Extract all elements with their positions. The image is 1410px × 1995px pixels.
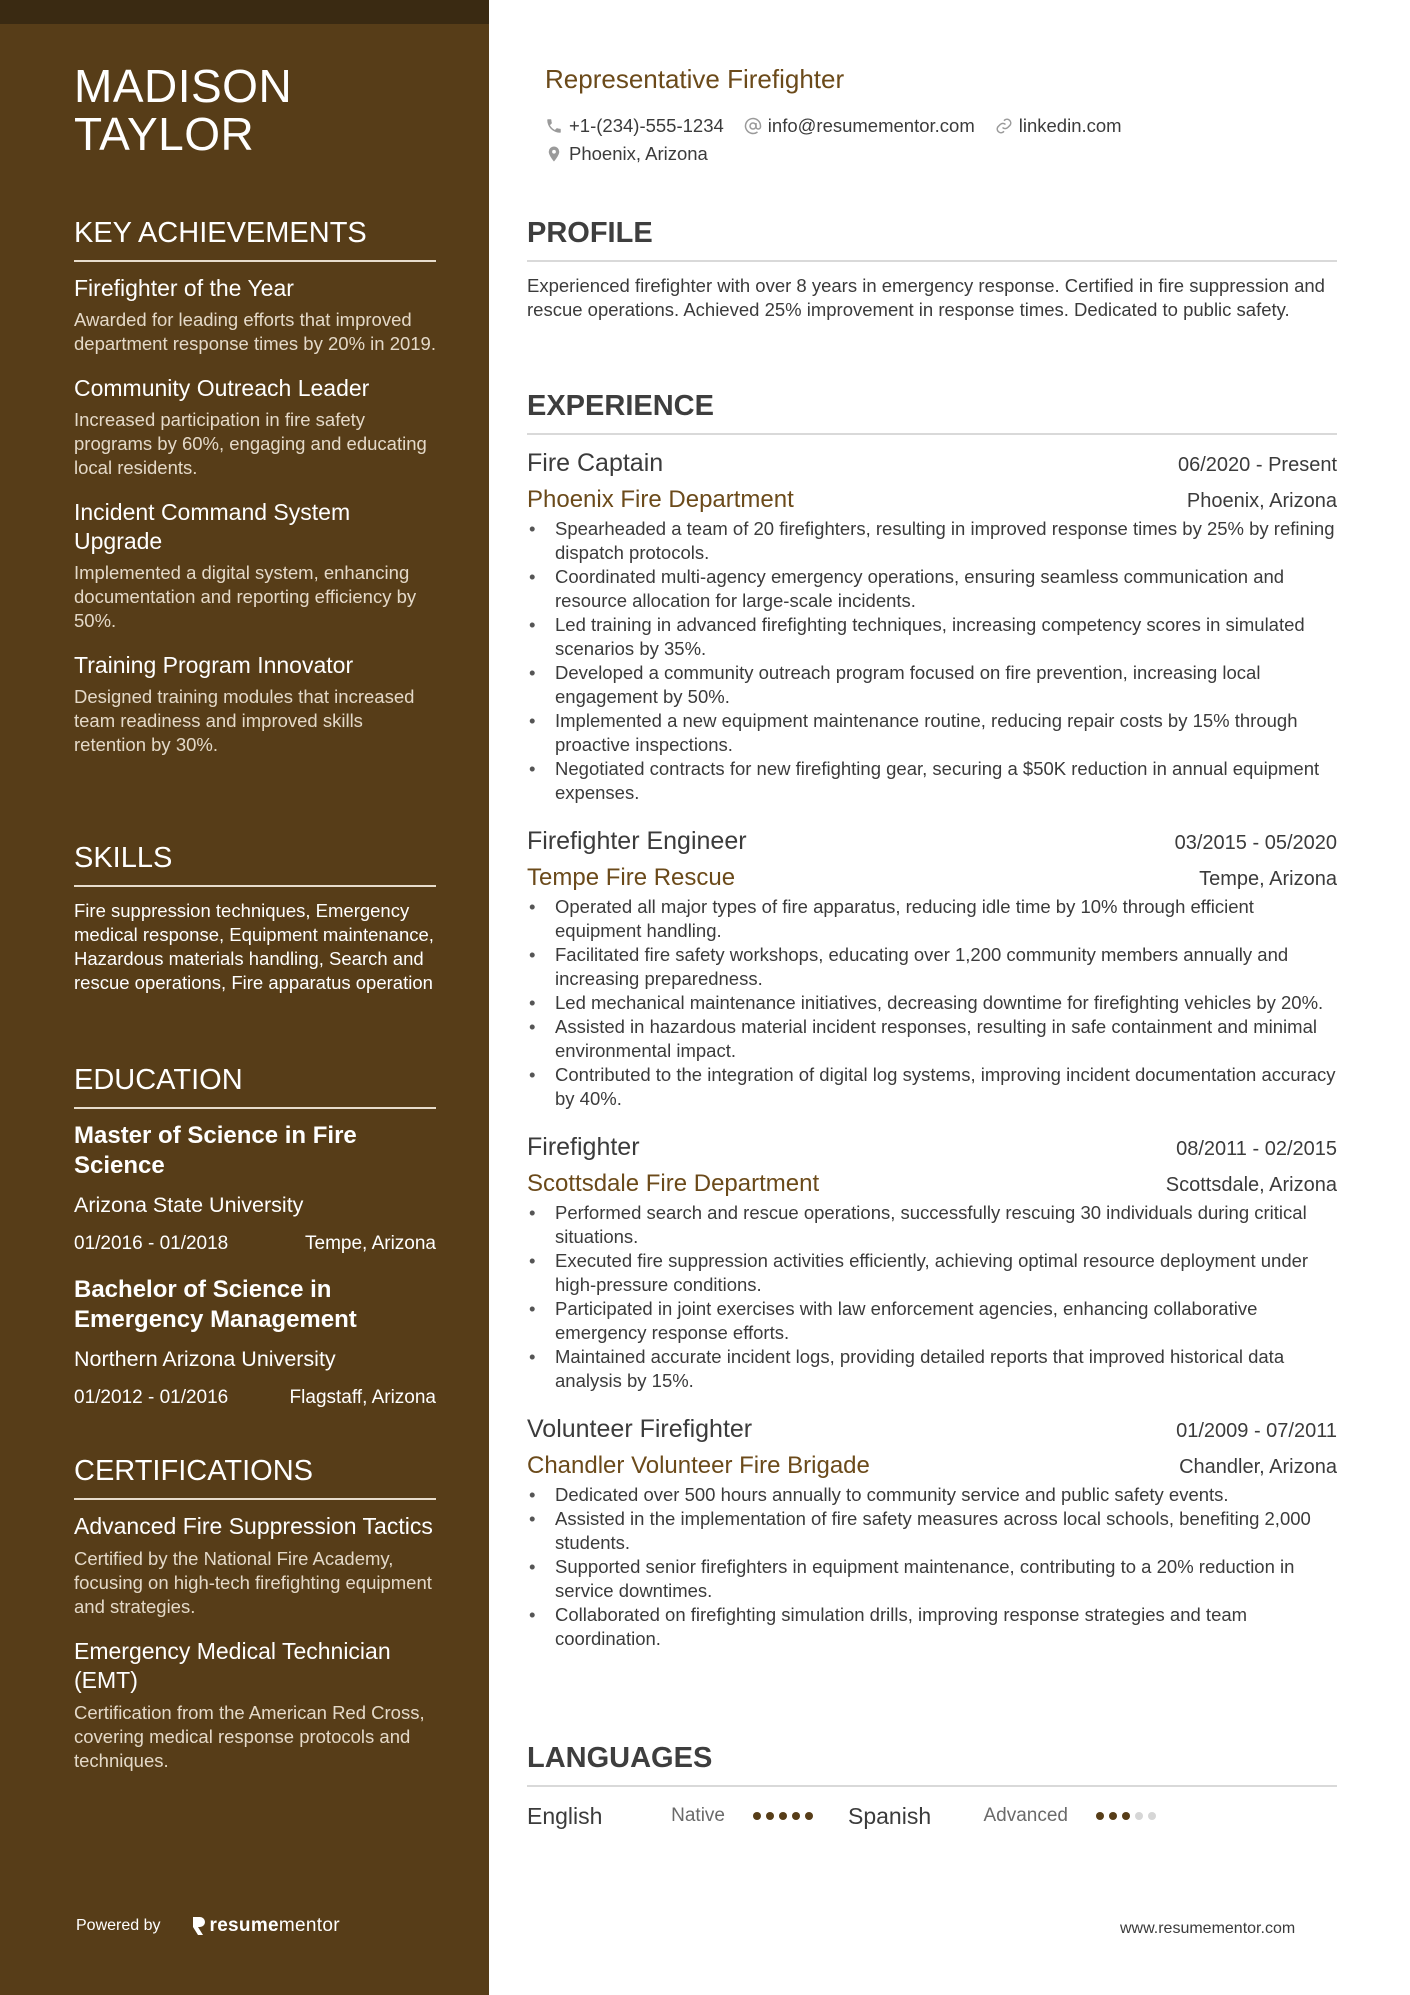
experience-bullet: • Performed search and rescue operations, successfully rescuing 30 individuals during critical situations.: [527, 1201, 1337, 1249]
experience-header: [527, 1413, 1337, 1445]
experience-bullet: • Assisted in hazardous material incident responses, resulting in safe containment and minimal environmental impact.: [527, 1015, 1337, 1063]
at-icon: [744, 117, 762, 135]
location-pin-icon: [545, 145, 563, 163]
certification-title: Advanced Fire Suppression Tactics: [74, 1513, 433, 1539]
achievement-title: Training Program Innovator: [74, 652, 354, 678]
rating-dot: [1122, 1812, 1130, 1820]
brand-logo[interactable]: [191, 1915, 340, 1937]
experience-section: [527, 389, 1337, 1671]
experience-header: [527, 447, 1337, 479]
certifications-list: [74, 1512, 436, 1773]
experience-company: Scottsdale Fire Department: [527, 1170, 820, 1197]
contact-linkedin[interactable]: [995, 115, 1122, 137]
linkedin-text: linkedin.com: [1018, 115, 1122, 136]
certification-item: [74, 1512, 436, 1619]
sidebar-top-band: [0, 0, 489, 24]
profile-section: [527, 216, 1337, 322]
achievement-item: [74, 651, 436, 757]
rating-dot: [792, 1812, 800, 1820]
rating-dot: [1096, 1812, 1104, 1820]
education-meta: [74, 1385, 436, 1411]
achievement-desc: Designed training modules that increased team readiness and improved skills retention by 30%.: [74, 686, 415, 755]
rating-dot: [753, 1812, 761, 1820]
achievements-heading: KEY ACHIEVEMENTS: [74, 216, 436, 262]
powered-by: [76, 1915, 340, 1937]
experience-bullet: • Facilitated fire safety workshops, educating over 1,200 community members annually and increasing preparedness.: [527, 943, 1337, 991]
experience-role: Fire Captain: [527, 449, 664, 477]
education-degree: Bachelor of Science in Emergency Management: [74, 1276, 357, 1333]
experience-location: Scottsdale, Arizona: [1165, 1174, 1337, 1196]
experience-company: Phoenix Fire Department: [527, 486, 794, 513]
rating-dot: [1148, 1812, 1156, 1820]
experience-bullet: • Contributed to the integration of digital log systems, improving incident documentation accuracy by 40%.: [527, 1063, 1337, 1111]
contact-location: [545, 143, 708, 165]
achievement-item: [74, 274, 436, 356]
experience-subheader: [527, 485, 1337, 515]
location-text: Phoenix, Arizona: [569, 143, 708, 164]
experience-bullets: [527, 895, 1337, 1111]
language-name: Spanish: [848, 1802, 932, 1829]
experience-bullet: • Operated all major types of fire apparatus, reducing idle time by 10% through efficient equipment handling.: [527, 895, 1337, 943]
education-location: Tempe, Arizona: [305, 1233, 436, 1254]
experience-location: Phoenix, Arizona: [1186, 490, 1337, 512]
achievement-title: Firefighter of the Year: [74, 275, 294, 301]
education-school: Northern Arizona University: [74, 1347, 336, 1371]
profile-text: Experienced firefighter with over 8 years in emergency response. Certified in fire suppression and rescue operations. Achieved 25% improvement in response times. Dedicated to public safety.: [527, 275, 1325, 320]
rating-dot: [779, 1812, 787, 1820]
certifications-heading: CERTIFICATIONS: [74, 1454, 436, 1500]
experience-item: [527, 1413, 1337, 1651]
experience-bullet: • Maintained accurate incident logs, providing detailed reports that improved historical data analysis by 15%.: [527, 1345, 1337, 1393]
education-school: Arizona State University: [74, 1193, 304, 1217]
skills-section: [74, 841, 436, 995]
experience-bullets: [527, 517, 1337, 805]
achievement-desc: Increased participation in fire safety programs by 60%, engaging and educating local residents.: [74, 409, 427, 478]
experience-bullet: • Supported senior firefighters in equipment maintenance, contributing to a 20% reduction in service downtimes.: [527, 1555, 1337, 1603]
language-level: Native: [671, 1805, 725, 1826]
experience-bullet: • Coordinated multi-agency emergency operations, ensuring seamless communication and resource allocation for large-scale incidents.: [527, 565, 1337, 613]
experience-item: [527, 825, 1337, 1111]
powered-by-label: Powered by: [76, 1917, 161, 1934]
phone-icon: [545, 117, 563, 135]
experience-item: [527, 447, 1337, 805]
experience-dates: 03/2015 - 05/2020: [1174, 832, 1337, 854]
experience-bullet: • Dedicated over 500 hours annually to community service and public safety events.: [527, 1483, 1337, 1507]
profile-heading: PROFILE: [527, 216, 1337, 262]
experience-bullet: • Implemented a new equipment maintenance routine, reducing repair costs by 15% through proactive inspections.: [527, 709, 1337, 757]
experience-subheader: [527, 1451, 1337, 1481]
experience-dates: 01/2009 - 07/2011: [1176, 1420, 1337, 1442]
language-item: [848, 1803, 1161, 1830]
skills-heading: SKILLS: [74, 841, 436, 887]
languages-section: [527, 1741, 1337, 1833]
footer-url[interactable]: www.resumementor.com: [1120, 1920, 1296, 1937]
education-list: [74, 1121, 436, 1411]
experience-bullet: • Executed fire suppression activities efficiently, achieving optimal resource deployment under high-pressure conditions.: [527, 1249, 1337, 1297]
experience-bullet: • Collaborated on firefighting simulation drills, improving response strategies and team coordination.: [527, 1603, 1337, 1651]
brand-light: mentor: [278, 1915, 340, 1936]
achievement-title: Incident Command System Upgrade: [74, 499, 351, 554]
achievement-title: Community Outreach Leader: [74, 375, 370, 401]
contact-email[interactable]: [744, 115, 975, 137]
experience-subheader: [527, 1169, 1337, 1199]
education-dates: 01/2016 - 01/2018: [74, 1233, 229, 1254]
experience-bullet: • Developed a community outreach program focused on fire prevention, increasing local engagement by 50%.: [527, 661, 1337, 709]
first-name: MADISON: [74, 60, 293, 112]
contact-phone[interactable]: [545, 115, 724, 137]
email-text: info@resumementor.com: [767, 115, 975, 136]
experience-subheader: [527, 863, 1337, 893]
achievement-item: [74, 498, 436, 633]
experience-location: Tempe, Arizona: [1199, 868, 1337, 890]
experience-location: Chandler, Arizona: [1179, 1456, 1337, 1478]
achievements-section: [74, 216, 436, 775]
experience-list: [527, 447, 1337, 1651]
experience-dates: 08/2011 - 02/2015: [1176, 1138, 1337, 1160]
skills-text: Fire suppression techniques, Emergency medical response, Equipment maintenance, Hazardous materials handling, Search and rescue operations, Fire apparatus operation: [74, 900, 434, 993]
education-item: [74, 1275, 436, 1411]
experience-dates: 06/2020 - Present: [1178, 454, 1337, 476]
language-rating: [753, 1812, 818, 1820]
education-dates: 01/2012 - 01/2016: [74, 1387, 229, 1408]
certification-title: Emergency Medical Technician (EMT): [74, 1638, 391, 1693]
achievement-desc: Awarded for leading efforts that improved department response times by 20% in 2019.: [74, 309, 436, 354]
education-item: [74, 1121, 436, 1257]
languages-row: [527, 1799, 1337, 1833]
experience-bullets: [527, 1483, 1337, 1651]
achievements-list: [74, 274, 436, 757]
experience-header: [527, 825, 1337, 857]
experience-bullet: • Negotiated contracts for new firefighting gear, securing a $50K reduction in annual equipment expenses.: [527, 757, 1337, 805]
rating-dot: [805, 1812, 813, 1820]
education-location: Flagstaff, Arizona: [289, 1387, 436, 1408]
languages-heading: LANGUAGES: [527, 1741, 1337, 1787]
phone-text: +1-(234)-555-1234: [569, 115, 724, 136]
rating-dot: [766, 1812, 774, 1820]
rating-dot: [1135, 1812, 1143, 1820]
candidate-name: [74, 62, 292, 158]
resumementor-logo-icon: [191, 1916, 206, 1936]
last-name: TAYLOR: [74, 108, 255, 160]
experience-heading: EXPERIENCE: [527, 389, 1337, 435]
language-name: English: [527, 1802, 603, 1829]
experience-bullet: • Spearheaded a team of 20 firefighters, resulting in improved response times by 25% by refining dispatch protocols.: [527, 517, 1337, 565]
experience-bullet: • Participated in joint exercises with law enforcement agencies, enhancing collaborative emergency response efforts.: [527, 1297, 1337, 1345]
experience-bullet: • Led training in advanced firefighting techniques, increasing competency scores in simulated scenarios by 35%.: [527, 613, 1337, 661]
education-heading: EDUCATION: [74, 1063, 436, 1109]
sidebar: [0, 0, 489, 1995]
certification-item: [74, 1637, 436, 1773]
rating-dot: [1109, 1812, 1117, 1820]
language-rating: [1096, 1812, 1161, 1820]
experience-role: Volunteer Firefighter: [527, 1415, 753, 1443]
certification-desc: Certified by the National Fire Academy, focusing on high-tech firefighting equipment and strategies.: [74, 1548, 432, 1617]
language-item: [527, 1803, 818, 1830]
experience-bullets: [527, 1201, 1337, 1393]
education-section: [74, 1063, 436, 1429]
experience-company: Chandler Volunteer Fire Brigade: [527, 1452, 870, 1479]
certification-desc: Certification from the American Red Cross, covering medical response protocols and techniques.: [74, 1702, 425, 1771]
experience-company: Tempe Fire Rescue: [527, 864, 736, 891]
experience-role: Firefighter Engineer: [527, 827, 747, 855]
achievement-item: [74, 374, 436, 480]
achievement-desc: Implemented a digital system, enhancing documentation and reporting efficiency by 50%.: [74, 562, 417, 631]
experience-header: [527, 1131, 1337, 1163]
experience-item: [527, 1131, 1337, 1393]
experience-bullet: • Led mechanical maintenance initiatives, decreasing downtime for firefighting vehicles by 20%.: [527, 991, 1337, 1015]
education-meta: [74, 1231, 436, 1257]
experience-role: Firefighter: [527, 1133, 640, 1161]
education-degree: Master of Science in Fire Science: [74, 1122, 357, 1179]
contact-info: [545, 112, 1325, 168]
language-level: Advanced: [983, 1805, 1068, 1826]
link-icon: [995, 117, 1013, 135]
certifications-section: [74, 1454, 436, 1791]
job-title: Representative Firefighter: [545, 64, 845, 94]
experience-bullet: • Assisted in the implementation of fire safety measures across local schools, benefiting 2,000 students.: [527, 1507, 1337, 1555]
brand-bold: resume: [209, 1915, 279, 1936]
